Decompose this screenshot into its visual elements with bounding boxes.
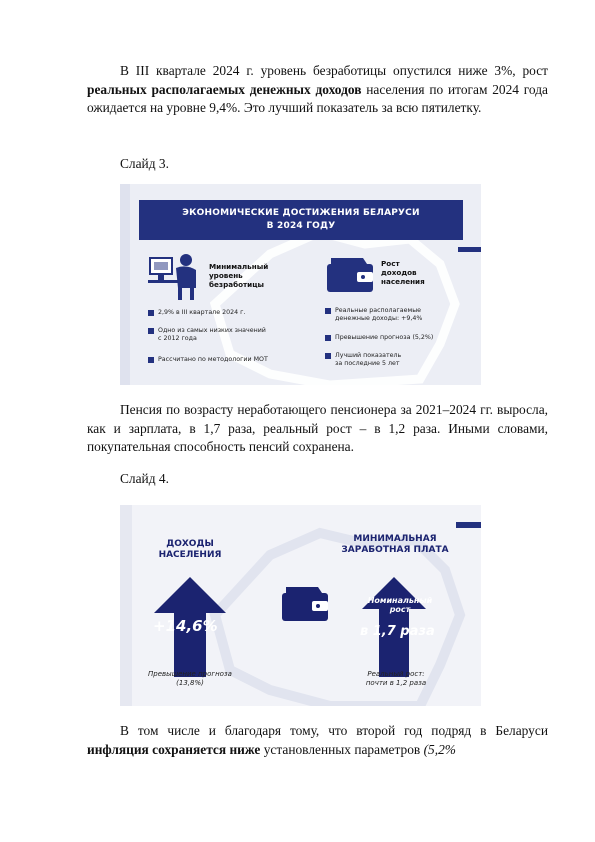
accent-stripe	[458, 247, 481, 252]
wallet-icon	[325, 254, 377, 294]
unemployment-bullet	[158, 309, 245, 317]
text-run: В том числе и благодаря тому, что второй год подряд в Беларуси	[120, 723, 548, 738]
bullet-text: Лучший показатель за последние 5 лет	[335, 352, 402, 367]
slide-3-title-line1: ЭКОНОМИЧЕСКИЕ ДОСТИЖЕНИЯ БЕЛАРУСИ	[182, 208, 420, 218]
wallet-icon	[280, 583, 332, 623]
income-growth-heading	[381, 259, 425, 286]
slide-4-label: Слайд 4.	[120, 471, 169, 486]
paragraph-inflation	[87, 722, 548, 759]
slide-3-infographic	[120, 184, 481, 385]
heading-line: уровень	[209, 271, 243, 280]
bullet-text: 2,9% в III квартале 2024 г.	[158, 309, 246, 316]
text-run: установленных параметров	[260, 741, 424, 757]
slide-4-infographic	[120, 505, 481, 706]
income-growth-value: +14,6%	[153, 617, 218, 635]
heading-line: безработицы	[209, 280, 265, 289]
income-heading: ДОХОДЫ НАСЕЛЕНИЯ	[158, 539, 222, 560]
income-bullet	[335, 352, 401, 368]
italic-run: (5,2%	[423, 741, 456, 757]
paragraph-pension	[87, 401, 548, 457]
text-run: В III квартале 2024 г. уровень безработицы опустился ниже 3%, рост	[120, 63, 548, 78]
income-bullet	[335, 334, 433, 342]
heading-line: Минимальный	[209, 262, 269, 271]
heading-line: доходов	[381, 268, 417, 277]
bullet-text: Одно из самых низких значений с 2012 года	[158, 327, 266, 342]
bullet-text: Рассчитано по методологии МОТ	[158, 356, 268, 363]
min-wage-heading: МИНИМАЛЬНАЯ ЗАРАБОТНАЯ ПЛАТА	[341, 534, 449, 555]
income-note: Превышение прогноза (13,8%)	[148, 670, 232, 687]
bullet-text: Реальные располагаемые денежные доходы: +9,4%	[335, 307, 423, 322]
nominal-growth-label: Номинальный рост	[367, 596, 433, 614]
unemployment-bullet	[158, 356, 268, 364]
min-wage-growth-value: в 1,7 раза	[360, 624, 435, 639]
worker-at-computer-icon	[146, 252, 206, 302]
heading-line: населения	[381, 277, 425, 286]
text-run: населения по итогам 2024 года ожидается на уровне 9,4%. Это лучший показатель за всю пятилетку.	[87, 81, 548, 116]
min-wage-note: Реальный рост: почти в 1,2 раза	[365, 670, 427, 687]
unemployment-bullet	[158, 327, 266, 343]
slide-3-title-line2: В 2024 ГОДУ	[266, 221, 336, 231]
income-bullet	[335, 307, 422, 323]
slide-3-label: Слайд 3.	[120, 156, 169, 171]
paragraph-unemployment	[87, 62, 548, 118]
bullet-text: Превышение прогноза (5,2%)	[335, 334, 434, 341]
slide-3-title-banner	[139, 200, 463, 240]
heading-line: Рост	[381, 259, 400, 268]
unemployment-heading	[209, 262, 268, 289]
bold-run: инфляция сохраняется ниже	[87, 741, 261, 757]
bold-run: реальных располагаемых денежных доходов	[87, 81, 362, 97]
text-run: Пенсия по возрасту неработающего пенсионера за 2021–2024 гг. выросла, как и зарплата, в 1,7 раза, реальный рост – в 1,2 раза. Иными словами, покупательная способность пенсий сохранена.	[87, 402, 548, 455]
